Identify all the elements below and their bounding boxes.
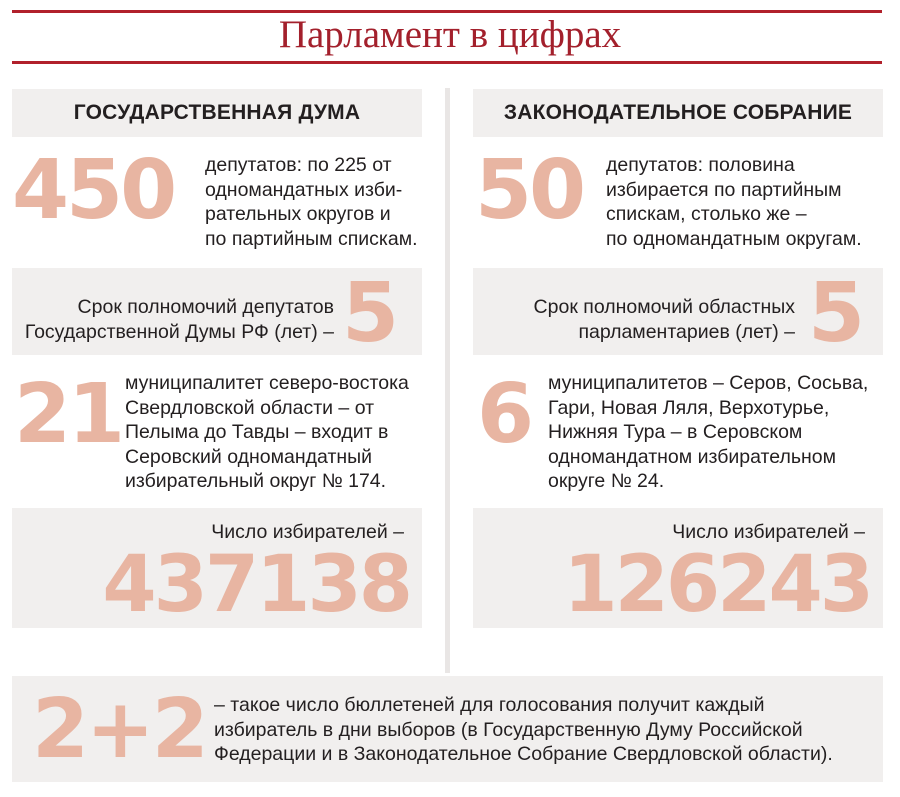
- text-line: Свердловской области – от: [125, 396, 375, 419]
- right-municipalities-text: [548, 371, 888, 494]
- text-line: избирательный округ № 174.: [125, 470, 387, 492]
- right-voters-number: 126243: [563, 540, 871, 630]
- left-term-text: [12, 295, 334, 344]
- text-line: муниципалитетов – Серов, Сосьва,: [548, 372, 869, 394]
- text-line: избиратель в дни выборов (в Государственную Думу Российской: [214, 718, 803, 741]
- text-line: по партийным спискам.: [205, 227, 418, 250]
- left-municipalities-text: [125, 371, 435, 494]
- text-line: Пелыма до Тавды – входит в: [125, 421, 389, 443]
- text-line: парламентариев (лет) –: [578, 320, 795, 343]
- left-term-box: [12, 266, 422, 361]
- text-line: Серовский одномандатный: [125, 445, 373, 468]
- text-line: депутатов: половина: [606, 154, 795, 176]
- text-line: по одномандатным округам.: [606, 227, 862, 250]
- left-voters-label: Число избирателей –: [211, 521, 404, 543]
- text-line: спискам, столько же –: [606, 203, 807, 225]
- text-line: депутатов: по 225 от: [205, 154, 392, 176]
- text-line: Нижняя Тура – в Серовском: [548, 421, 803, 443]
- left-deputies-number: 450: [12, 143, 175, 238]
- text-line: Гари, Новая Ляля, Верхотурье,: [548, 396, 830, 419]
- right-heading: ЗАКОНОДАТЕЛЬНОЕ СОБРАНИЕ: [473, 89, 883, 137]
- text-line: – такое число бюллетеней для голосования получит каждый: [214, 694, 765, 716]
- left-deputies-text: [205, 153, 435, 251]
- text-line: Срок полномочий депутатов: [77, 296, 334, 318]
- text-line: муниципалитет северо-востока: [125, 372, 409, 394]
- right-term-text: [473, 295, 795, 344]
- column-divider: [445, 88, 450, 673]
- text-line: одномандатных изби-: [205, 178, 403, 201]
- right-deputies-text: [606, 153, 886, 251]
- text-line: Федерации и в Законодательное Собрание Свердловской области).: [214, 743, 833, 765]
- ballots-text: [214, 693, 874, 767]
- right-municipalities-number: 6: [477, 367, 532, 462]
- text-line: Срок полномочий областных: [533, 296, 795, 318]
- text-line: рательных округов и: [205, 203, 391, 225]
- left-voters-number: 437138: [102, 540, 410, 630]
- text-line: Государственной Думы РФ (лет) –: [24, 320, 334, 343]
- text-line: одномандатном избирательном: [548, 445, 836, 468]
- right-deputies-number: 50: [475, 143, 584, 238]
- text-line: округе № 24.: [548, 470, 665, 492]
- right-voters-label: Число избирателей –: [672, 521, 865, 543]
- text-line: избирается по партийным: [606, 178, 842, 201]
- left-municipalities-number: 21: [14, 367, 123, 462]
- right-term-box: [473, 266, 883, 361]
- left-term-number: 5: [342, 266, 397, 361]
- ballots-number: 2+2: [32, 682, 206, 777]
- page-title: Парламент в цифрах: [278, 13, 622, 56]
- ballots-box: [12, 676, 883, 782]
- left-heading: ГОСУДАРСТВЕННАЯ ДУМА: [12, 89, 422, 137]
- left-voters-box: [12, 508, 422, 628]
- right-voters-box: [473, 508, 883, 628]
- title-rule: [12, 61, 882, 64]
- right-term-number: 5: [808, 266, 863, 361]
